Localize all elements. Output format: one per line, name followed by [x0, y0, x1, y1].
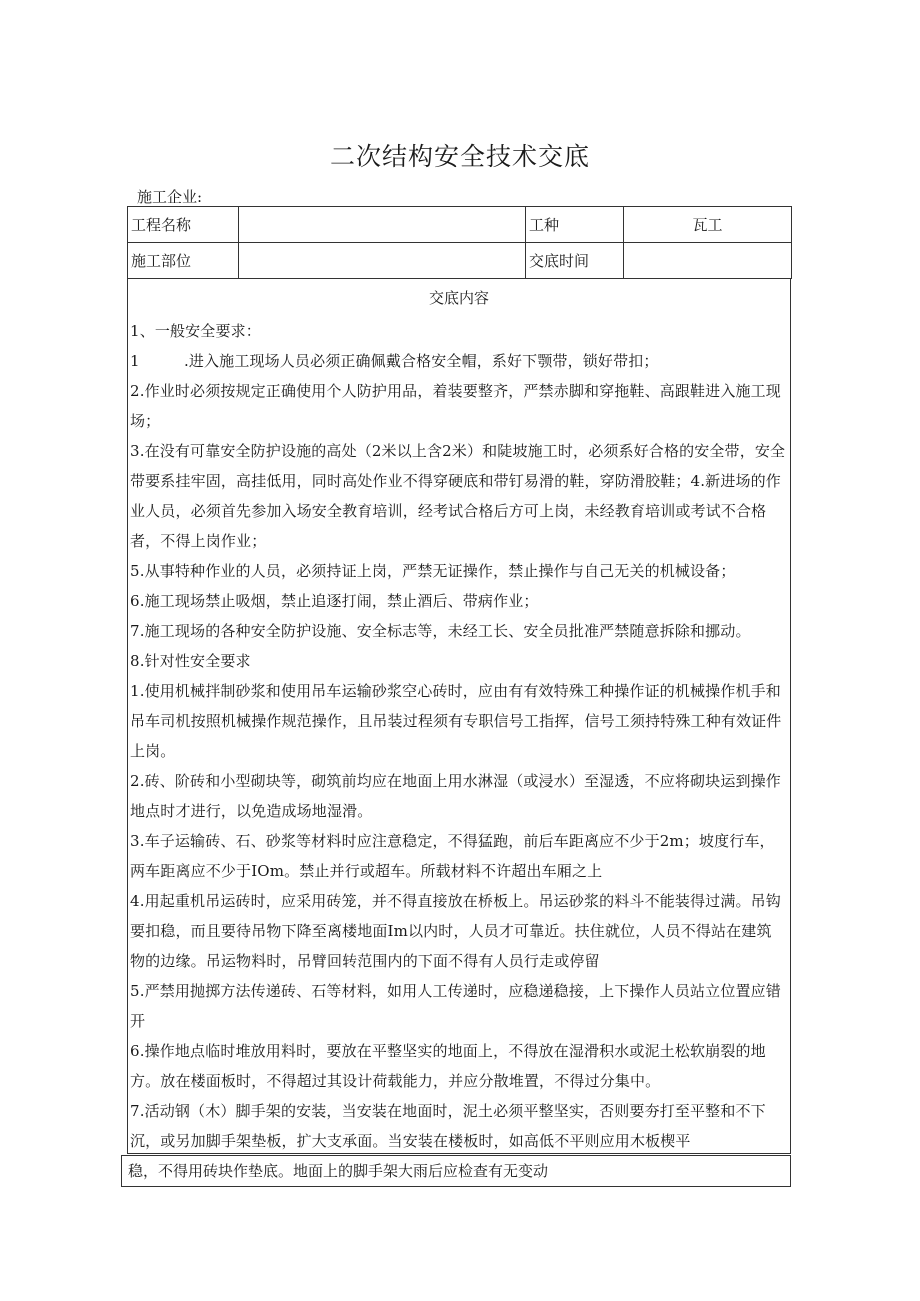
location-value — [239, 243, 526, 279]
content-box — [127, 278, 791, 1154]
trade-label: 工种 — [526, 207, 624, 243]
content-paragraph: 2.砖、阶砖和小型砌块等，砌筑前均应在地面上用水淋湿（或浸水）至湿透，不应将砌块运到操作地点时才进行，以免造成场地湿滑。 — [130, 772, 781, 820]
time-value — [624, 243, 792, 279]
content-paragraph: 3.车子运输砖、石、砂浆等材料时应注意稳定，不得猛跑，前后车距离应不少于2m；坡度行车，两车距离应不少于IOm。禁止并行或超车。所载材料不许超出车厢之上 — [130, 832, 775, 880]
trade-value: 瓦工 — [624, 207, 792, 243]
content-paragraph: 6.操作地点临时堆放用料时，要放在平整坚实的地面上，不得放在湿滑积水或泥土松软崩裂的地方。放在楼面板时，不得超过其设计荷载能力，并应分散堆置，不得过分集中。 — [130, 1042, 766, 1090]
info-row-1 — [128, 207, 792, 243]
time-label: 交底时间 — [526, 243, 624, 279]
content-paragraph: 5.严禁用抛掷方法传递砖、石等材料，如用人工传递时，应稳递稳接，上下操作人员站立位置应错开 — [130, 982, 781, 1030]
footer-row: 稳，不得用砖块作垫底。地面上的脚手架大雨后应检查有无变动 — [121, 1155, 791, 1187]
project-name-label: 工程名称 — [128, 207, 239, 243]
content-paragraph: 7.施工现场的各种安全防护设施、安全标志等，未经工长、安全员批准严禁随意拆除和挪动。 — [130, 622, 751, 640]
content-paragraph: 6.施工现场禁止吸烟，禁止追逐打闹，禁止酒后、带病作业； — [130, 592, 539, 610]
info-table — [127, 206, 792, 279]
content-paragraph: 3.在没有可靠安全防护设施的高处（2米以上含2米）和陡坡施工时，必须系好合格的安全带，安全带要系挂牢固，高挂低用，同时高处作业不得穿硬底和带钉易滑的鞋，穿防滑胶鞋；4.新进场的作业人员，必须首先参加入场安全教育培训，经考试合格后方可上岗，未经教育培训或考试不合格者，不得上岗作业； — [130, 442, 786, 550]
content-paragraph: 4.用起重机吊运砖时，应采用砖笼，并不得直接放在桥板上。吊运砂浆的料斗不能装得过满。吊钩要扣稳，而且要待吊物下降至离楼地面Im以内时，人员才可靠近。扶住就位，人员不得站在建筑物的边缘。吊运物料时，吊臂回转范围内的下面不得有人员行走或停留 — [130, 892, 781, 970]
company-label: 施工企业: — [137, 188, 203, 206]
content-paragraph: 7.活动钢（木）脚手架的安装，当安装在地面时，泥土必须平整坚实，否则要夯打至平整和不下沉，或另加脚手架垫板，扩大支承面。当安装在楼板时，如高低不平则应用木板楔平 — [130, 1102, 766, 1150]
content-paragraph: 1.使用机械拌制砂浆和使用吊车运输砂浆空心砖时，应由有有效特殊工种操作证的机械操作机手和吊车司机按照机械操作规范操作，且吊装过程须有专职信号工指挥，信号工须持特殊工种有效证件上岗。 — [130, 682, 782, 760]
content-paragraph: 2.作业时必须按规定正确使用个人防护用品，着装要整齐，严禁赤脚和穿拖鞋、高跟鞋进入施工现场； — [130, 382, 781, 430]
content-paragraph: 1、一般安全要求： — [130, 322, 261, 340]
project-name-value — [239, 207, 526, 243]
content-paragraph: 8.针对性安全要求 — [130, 652, 251, 670]
page-title: 二次结构安全技术交底 — [329, 142, 590, 171]
content-heading: 交底内容 — [428, 289, 489, 307]
content-paragraph: 5.从事特种作业的人员，必须持证上岗，严禁无证操作，禁止操作与自己无关的机械设备； — [130, 562, 736, 580]
location-label: 施工部位 — [128, 243, 239, 279]
info-row-2 — [128, 243, 792, 279]
content-paragraph: 1 .进入施工现场人员必须正确佩戴合格安全帽，系好下颚带，锁好带扣； — [130, 352, 659, 370]
